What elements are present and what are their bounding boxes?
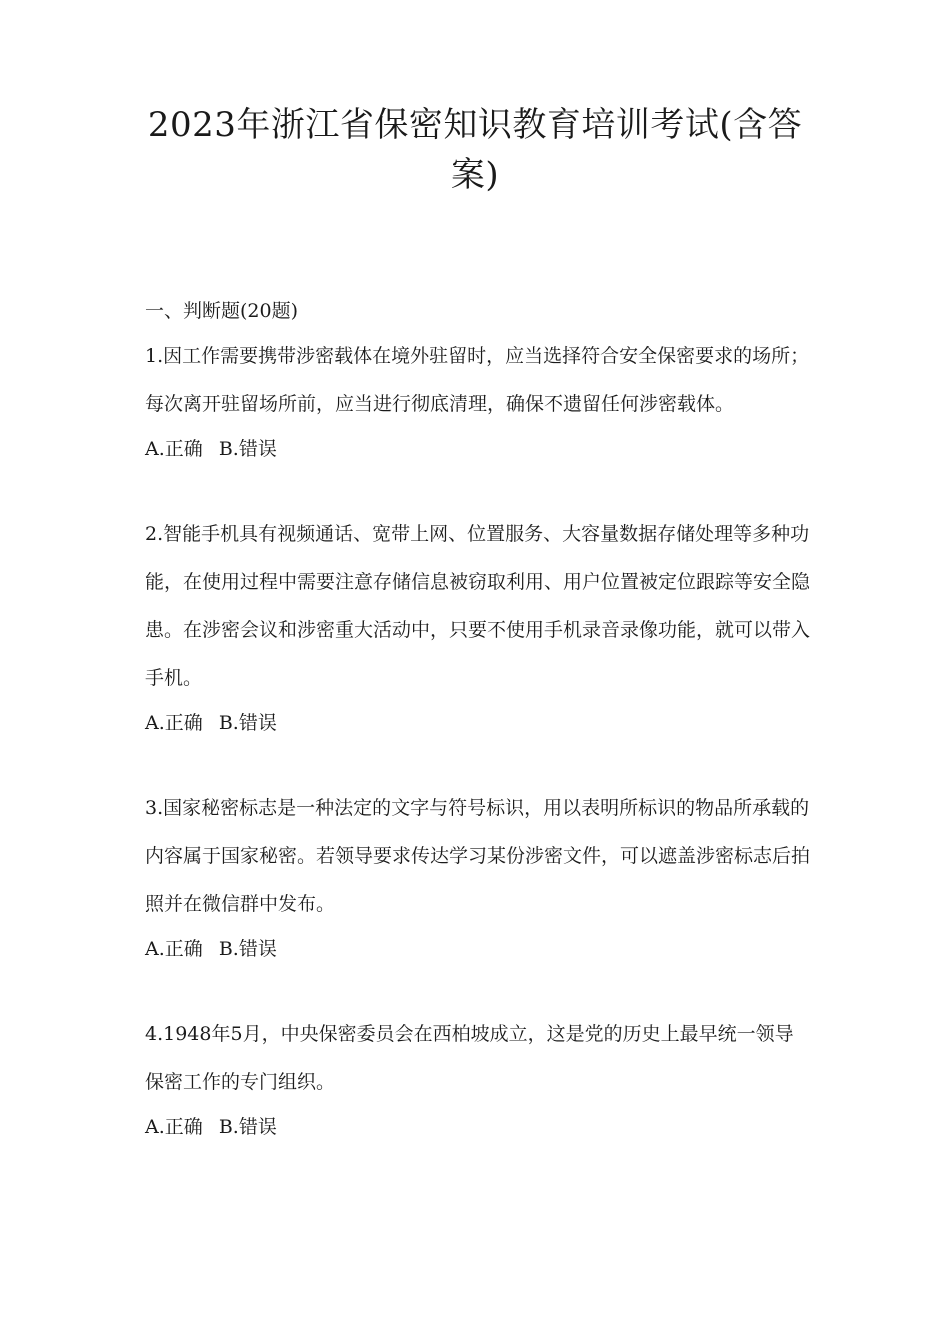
question-4 bbox=[145, 1010, 810, 1146]
question-3 bbox=[145, 784, 810, 968]
question-2-option-b: B.错误 bbox=[218, 712, 277, 734]
question-3-option-b: B.错误 bbox=[218, 938, 277, 960]
question-2-option-a: A.正确 bbox=[145, 712, 203, 734]
question-1-option-a: A.正确 bbox=[145, 438, 203, 460]
section-heading: 一、判断题(20题) bbox=[145, 300, 299, 322]
document-body bbox=[145, 294, 810, 1146]
document-title-line-1: 2023年浙江省保密知识教育培训考试(含答 bbox=[147, 105, 803, 145]
question-4-options bbox=[145, 1108, 810, 1146]
document-title-line-2: 案) bbox=[450, 155, 500, 195]
question-3-options bbox=[145, 930, 810, 968]
question-1-text: 1.因工作需要携带涉密载体在境外驻留时，应当选择符合安全保密要求的场所；每次离开驻留场所前，应当进行彻底清理，确保不遗留任何涉密载体。 bbox=[145, 345, 810, 415]
question-4-option-b: B.错误 bbox=[218, 1116, 277, 1138]
spacer bbox=[145, 742, 810, 780]
question-3-text: 3.国家秘密标志是一种法定的文字与符号标识，用以表明所标识的物品所承载的内容属于国家秘密。若领导要求传达学习某份涉密文件，可以遮盖涉密标志后拍照并在微信群中发布。 bbox=[145, 797, 811, 915]
question-3-option-a: A.正确 bbox=[145, 938, 203, 960]
question-2-options bbox=[145, 704, 810, 742]
question-2 bbox=[145, 510, 810, 742]
question-2-text: 2.智能手机具有视频通话、宽带上网、位置服务、大容量数据存储处理等多种功能，在使用过程中需要注意存储信息被窃取利用、用户位置被定位跟踪等安全隐患。在涉密会议和涉密重大活动中，只要不使用手机录音录像功能，就可以带入手机。 bbox=[145, 523, 811, 689]
question-1-options bbox=[145, 430, 810, 468]
question-1-option-b: B.错误 bbox=[218, 438, 277, 460]
question-1 bbox=[145, 332, 810, 468]
spacer bbox=[145, 968, 810, 1006]
document-title bbox=[130, 100, 820, 200]
question-4-option-a: A.正确 bbox=[145, 1116, 203, 1138]
question-4-text: 4.1948年5月，中央保密委员会在西柏坡成立，这是党的历史上最早统一领导保密工作的专门组织。 bbox=[145, 1023, 794, 1093]
spacer bbox=[145, 468, 810, 506]
